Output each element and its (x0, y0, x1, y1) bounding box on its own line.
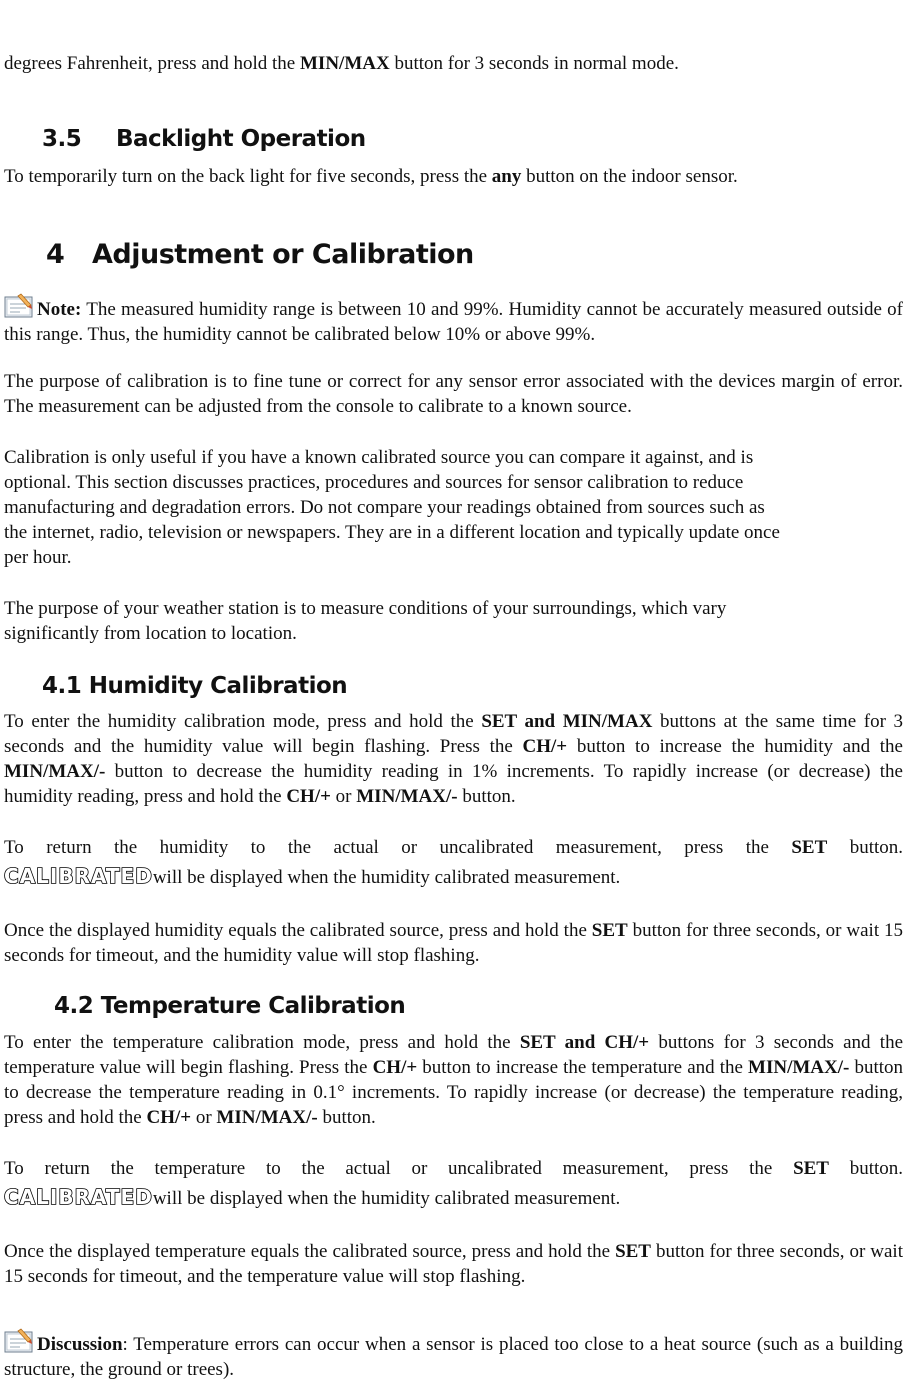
text-run: buttons at the same time for 3 seconds and the humidity value will begin flashing. Press the (4, 711, 904, 757)
text-run: Once the displayed humidity equals the calibrated source, press and hold the (4, 920, 592, 941)
paragraph-line: manufacturing and degradation errors. Do not compare your readings obtained from sources such as (4, 497, 765, 518)
text-run: button to decrease the humidity reading in 1% increments. To rapidly increase (or decrease) the humidity reading, press and hold the (4, 761, 903, 807)
text-run: or (330, 786, 357, 807)
text-run: button to increase the temperature and the (417, 1057, 749, 1078)
heading-title: Humidity Calibration (88, 673, 348, 699)
calibrated-indicator: CALIBRATED (4, 1185, 153, 1209)
paragraph-line: the internet, radio, television or newspapers. They are in a different location and typically update once (4, 522, 780, 543)
heading-title: Temperature Calibration (100, 993, 406, 1019)
purpose-paragraph: The purpose of calibration is to fine tune or correct for any sensor error associated with the devices margin of error. The measurement can be adjusted from the console to calibrate to a known source. (4, 371, 903, 417)
bold-ch-plus: CH/+ (286, 786, 331, 807)
discussion-label: Discussion (37, 1334, 123, 1355)
discussion-text: : Temperature errors can occur when a sensor is placed too close to a heat source (such as a building structure, the ground or trees). (4, 1334, 903, 1380)
discussion-paragraph (4, 1328, 903, 1382)
calibration-usefulness-paragraph (4, 445, 903, 570)
bold-minmax-minus: MIN/MAX/- (356, 786, 458, 807)
paragraph-line: significantly from location to location. (4, 623, 297, 644)
text-run: Once the displayed temperature equals the calibrated source, press and hold the (4, 1241, 616, 1262)
humidity-once-paragraph (4, 918, 903, 968)
backlight-text-end: button on the indoor sensor. (521, 166, 738, 187)
text-run: button to decrease the temperature reading in 0.1° increments. To rapidly increase (or decrease) the temperature reading, press and hold the (4, 1057, 904, 1128)
paragraph-line: Calibration is only useful if you have a known calibrated source you can compare it against, and is (4, 447, 754, 468)
text-run: button. (457, 786, 516, 807)
paragraph-line (4, 865, 903, 890)
heading-number: 4.1 (42, 673, 82, 699)
weather-station-purpose-paragraph (4, 596, 903, 646)
heading-4-2 (54, 993, 405, 1019)
intro-paragraph (4, 51, 903, 76)
paragraph-line (4, 1156, 903, 1181)
intro-text: degrees Fahrenheit, press and hold the (4, 53, 300, 74)
text-run: will be displayed when the humidity calibrated measurement. (152, 867, 621, 888)
bold-ch-plus: CH/+ (372, 1057, 418, 1078)
backlight-text: To temporarily turn on the back light for five seconds, press the (4, 166, 492, 187)
text-run: button to increase the humidity and the (567, 736, 903, 757)
bold-minmax-minus: MIN/MAX/- (748, 1057, 850, 1078)
text-run: button. (317, 1107, 376, 1128)
note-label: Note: (37, 299, 82, 320)
bold-set: SET (793, 1158, 829, 1179)
text-run: To return the temperature to the actual or uncalibrated measurement, press the (4, 1158, 794, 1179)
temperature-enter-paragraph (4, 1030, 903, 1130)
calibrated-indicator: CALIBRATED (4, 864, 153, 888)
bold-set: SET (591, 920, 628, 941)
heading-4-1 (42, 673, 347, 699)
bold-set-ch-plus: SET and CH/+ (519, 1032, 650, 1053)
text-run: button. (827, 837, 904, 858)
heading-number: 4 (46, 239, 65, 270)
note-icon (4, 293, 34, 319)
backlight-paragraph (4, 164, 903, 189)
note-text: The measured humidity range is between 10 and 99%. Humidity cannot be accurately measured outside of this range. Thus, the humidity cannot be calibrated below 10% or above 99%. (4, 299, 903, 345)
paragraph-line (4, 835, 903, 860)
text-run: will be displayed when the humidity calibrated measurement. (152, 1188, 621, 1209)
paragraph-line: per hour. (4, 547, 72, 568)
note-icon (4, 1328, 34, 1354)
text-run: buttons for 3 seconds and the temperature value will begin flashing. Press the (4, 1032, 903, 1078)
humidity-enter-paragraph (4, 709, 903, 809)
temperature-return-paragraph (4, 1156, 903, 1211)
bold-ch-plus: CH/+ (146, 1107, 192, 1128)
intro-text-end: button for 3 seconds in normal mode. (389, 53, 679, 74)
humidity-return-paragraph (4, 835, 903, 890)
text-run: or (191, 1107, 217, 1128)
bold-ch-plus: CH/+ (522, 736, 568, 757)
bold-set: SET (791, 837, 828, 858)
intro-bold-minmax: MIN/MAX (300, 53, 390, 74)
note-paragraph (4, 293, 903, 347)
bold-minmax-minus: MIN/MAX/- (4, 761, 106, 782)
heading-3-5 (42, 126, 366, 152)
paragraph-line: optional. This section discusses practices, procedures and sources for sensor calibration to reduce (4, 472, 744, 493)
text-run: To enter the temperature calibration mode, press and hold the (4, 1032, 520, 1053)
bold-set-minmax: SET and MIN/MAX (481, 711, 653, 732)
paragraph-line (4, 1186, 903, 1211)
heading-title: Adjustment or Calibration (92, 239, 474, 270)
bold-minmax-minus: MIN/MAX/- (216, 1107, 318, 1128)
heading-number: 4.2 (54, 993, 94, 1019)
backlight-bold-any: any (491, 166, 522, 187)
text-run: To return the humidity to the actual or uncalibrated measurement, press the (4, 837, 792, 858)
text-run: button for three seconds, or wait 15 seconds for timeout, and the humidity value will stop flashing. (4, 920, 903, 966)
text-run: To enter the humidity calibration mode, press and hold the (4, 711, 482, 732)
heading-title: Backlight Operation (116, 126, 366, 152)
heading-4 (46, 239, 474, 270)
text-run: button for three seconds, or wait 15 seconds for timeout, and the temperature value will stop flashing. (4, 1241, 903, 1287)
temperature-once-paragraph (4, 1239, 903, 1289)
heading-number: 3.5 (42, 126, 82, 152)
bold-set: SET (615, 1241, 651, 1262)
text-run: button. (828, 1158, 904, 1179)
paragraph-line: The purpose of your weather station is to measure conditions of your surroundings, which vary (4, 598, 727, 619)
